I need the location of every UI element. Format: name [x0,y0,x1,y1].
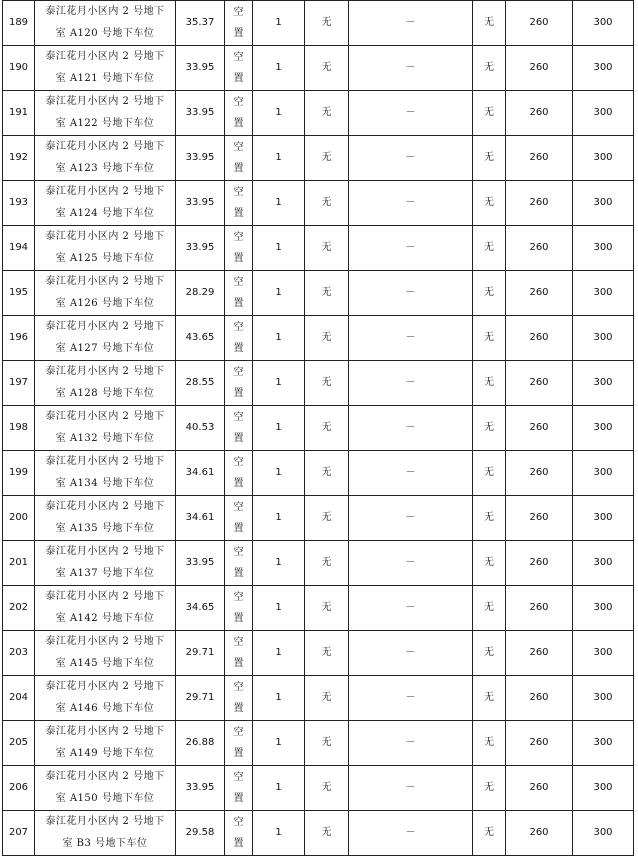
usage-line-2: 置 [233,568,244,579]
remark-cell: 无 [473,811,506,856]
usage-line-2: 置 [233,388,244,399]
encumbrance-cell: 无 [305,766,349,811]
remark-cell: 无 [473,136,506,181]
area-cell: 40.53 [176,406,225,451]
price-cell-1: 260 [506,181,573,226]
price-cell-1: 260 [506,496,573,541]
area-cell: 26.88 [176,721,225,766]
encumbrance-cell: 无 [305,586,349,631]
location-line-1: 泰江花月小区内 2 号地下 [45,96,165,107]
location-cell [35,811,176,856]
location-line-1: 泰江花月小区内 2 号地下 [45,636,165,647]
row-number: 206 [3,766,35,811]
usage-line-2: 置 [233,28,244,39]
quantity-cell: 1 [253,181,305,226]
price-cell-1: 260 [506,271,573,316]
location-line-1: 泰江花月小区内 2 号地下 [45,591,165,602]
usage-line-2: 置 [233,433,244,444]
encumbrance-cell: 无 [305,406,349,451]
table-row [3,721,634,766]
quantity-cell: 1 [253,361,305,406]
encumbrance-cell: 无 [305,451,349,496]
quantity-cell: 1 [253,271,305,316]
usage-line-1: 空 [233,592,244,603]
table-row [3,811,634,856]
table-row [3,541,634,586]
quantity-cell: 1 [253,496,305,541]
location-cell [35,586,176,631]
location-line-2: 室 A125 号地下车位 [55,253,155,264]
usage-line-1: 空 [233,502,244,513]
dash-cell: － [349,766,473,811]
dash-cell: － [349,451,473,496]
table-row [3,136,634,181]
usage-cell [225,586,253,631]
usage-cell [225,541,253,586]
price-cell-2: 300 [573,586,634,631]
location-cell [35,631,176,676]
dash-cell: － [349,136,473,181]
quantity-cell: 1 [253,766,305,811]
usage-line-1: 空 [233,727,244,738]
usage-line-1: 空 [233,277,244,288]
location-line-1: 泰江花月小区内 2 号地下 [45,456,165,467]
table-row [3,271,634,316]
quantity-cell: 1 [253,721,305,766]
remark-cell: 无 [473,316,506,361]
location-cell [35,766,176,811]
location-line-1: 泰江花月小区内 2 号地下 [45,816,165,827]
encumbrance-cell: 无 [305,136,349,181]
location-line-2: 室 A135 号地下车位 [55,523,155,534]
price-cell-1: 260 [506,406,573,451]
location-cell [35,46,176,91]
area-cell: 29.71 [176,631,225,676]
location-line-1: 泰江花月小区内 2 号地下 [45,231,165,242]
row-number: 190 [3,46,35,91]
location-line-2: 室 A149 号地下车位 [55,748,155,759]
location-line-2: 室 A122 号地下车位 [55,118,155,129]
usage-line-2: 置 [233,118,244,129]
area-cell: 28.29 [176,271,225,316]
location-cell [35,406,176,451]
encumbrance-cell: 无 [305,631,349,676]
usage-line-1: 空 [233,637,244,648]
encumbrance-cell: 无 [305,676,349,721]
remark-cell: 无 [473,271,506,316]
usage-line-2: 置 [233,838,244,849]
row-number: 200 [3,496,35,541]
location-line-1: 泰江花月小区内 2 号地下 [45,726,165,737]
row-number: 199 [3,451,35,496]
row-number: 189 [3,1,35,46]
price-cell-1: 260 [506,721,573,766]
dash-cell: － [349,721,473,766]
price-cell-2: 300 [573,46,634,91]
location-cell [35,226,176,271]
table-body [3,1,634,856]
area-cell: 33.95 [176,541,225,586]
location-cell [35,541,176,586]
price-cell-1: 260 [506,136,573,181]
quantity-cell: 1 [253,406,305,451]
encumbrance-cell: 无 [305,541,349,586]
dash-cell: － [349,271,473,316]
price-cell-2: 300 [573,316,634,361]
usage-line-1: 空 [233,322,244,333]
encumbrance-cell: 无 [305,496,349,541]
location-line-1: 泰江花月小区内 2 号地下 [45,141,165,152]
table-row [3,766,634,811]
location-cell [35,676,176,721]
location-line-1: 泰江花月小区内 2 号地下 [45,321,165,332]
table-row [3,316,634,361]
usage-cell [225,316,253,361]
remark-cell: 无 [473,676,506,721]
encumbrance-cell: 无 [305,46,349,91]
quantity-cell: 1 [253,541,305,586]
remark-cell: 无 [473,1,506,46]
location-cell [35,91,176,136]
usage-line-2: 置 [233,298,244,309]
area-cell: 29.58 [176,811,225,856]
location-cell [35,271,176,316]
location-line-1: 泰江花月小区内 2 号地下 [45,411,165,422]
location-line-2: 室 A121 号地下车位 [55,73,155,84]
price-cell-1: 260 [506,1,573,46]
location-cell [35,451,176,496]
location-line-1: 泰江花月小区内 2 号地下 [45,771,165,782]
table-row [3,406,634,451]
price-cell-1: 260 [506,361,573,406]
price-cell-2: 300 [573,676,634,721]
location-line-1: 泰江花月小区内 2 号地下 [45,6,165,17]
area-cell: 43.65 [176,316,225,361]
usage-line-1: 空 [233,52,244,63]
usage-line-1: 空 [233,142,244,153]
usage-cell [225,136,253,181]
row-number: 197 [3,361,35,406]
remark-cell: 无 [473,586,506,631]
usage-cell [225,406,253,451]
area-cell: 33.95 [176,226,225,271]
location-line-1: 泰江花月小区内 2 号地下 [45,366,165,377]
row-number: 201 [3,541,35,586]
remark-cell: 无 [473,631,506,676]
usage-cell [225,226,253,271]
location-line-2: 室 A150 号地下车位 [55,793,155,804]
row-number: 202 [3,586,35,631]
price-cell-1: 260 [506,766,573,811]
row-number: 204 [3,676,35,721]
usage-line-2: 置 [233,658,244,669]
row-number: 194 [3,226,35,271]
dash-cell: － [349,811,473,856]
dash-cell: － [349,226,473,271]
location-line-2: 室 A142 号地下车位 [55,613,155,624]
row-number: 192 [3,136,35,181]
encumbrance-cell: 无 [305,316,349,361]
price-cell-2: 300 [573,271,634,316]
row-number: 203 [3,631,35,676]
table-row [3,46,634,91]
table-row [3,91,634,136]
usage-line-2: 置 [233,253,244,264]
area-cell: 34.65 [176,586,225,631]
usage-line-2: 置 [233,793,244,804]
usage-cell [225,181,253,226]
location-cell [35,721,176,766]
usage-cell [225,46,253,91]
remark-cell: 无 [473,406,506,451]
usage-line-2: 置 [233,208,244,219]
price-cell-2: 300 [573,91,634,136]
table-row [3,586,634,631]
row-number: 207 [3,811,35,856]
encumbrance-cell: 无 [305,811,349,856]
table-row [3,1,634,46]
location-cell [35,1,176,46]
dash-cell: － [349,316,473,361]
usage-cell [225,496,253,541]
quantity-cell: 1 [253,631,305,676]
remark-cell: 无 [473,46,506,91]
price-cell-2: 300 [573,226,634,271]
price-cell-2: 300 [573,136,634,181]
price-cell-2: 300 [573,721,634,766]
remark-cell: 无 [473,226,506,271]
usage-line-1: 空 [233,97,244,108]
row-number: 198 [3,406,35,451]
price-cell-1: 260 [506,451,573,496]
quantity-cell: 1 [253,91,305,136]
price-cell-1: 260 [506,226,573,271]
remark-cell: 无 [473,91,506,136]
table-row [3,676,634,721]
remark-cell: 无 [473,541,506,586]
usage-line-1: 空 [233,232,244,243]
price-cell-2: 300 [573,541,634,586]
usage-cell [225,631,253,676]
dash-cell: － [349,541,473,586]
encumbrance-cell: 无 [305,226,349,271]
dash-cell: － [349,181,473,226]
dash-cell: － [349,631,473,676]
usage-cell [225,766,253,811]
remark-cell: 无 [473,451,506,496]
location-line-1: 泰江花月小区内 2 号地下 [45,501,165,512]
area-cell: 33.95 [176,766,225,811]
location-cell [35,316,176,361]
table-row [3,496,634,541]
dash-cell: － [349,406,473,451]
price-cell-2: 300 [573,766,634,811]
price-cell-1: 260 [506,586,573,631]
dash-cell: － [349,46,473,91]
table-row [3,631,634,676]
price-cell-2: 300 [573,631,634,676]
usage-line-1: 空 [233,7,244,18]
quantity-cell: 1 [253,676,305,721]
location-line-2: 室 A134 号地下车位 [55,478,155,489]
price-cell-2: 300 [573,361,634,406]
encumbrance-cell: 无 [305,91,349,136]
remark-cell: 无 [473,766,506,811]
encumbrance-cell: 无 [305,271,349,316]
quantity-cell: 1 [253,1,305,46]
dash-cell: － [349,496,473,541]
quantity-cell: 1 [253,586,305,631]
usage-cell [225,451,253,496]
location-line-2: 室 B3 号地下车位 [62,838,148,849]
usage-line-1: 空 [233,367,244,378]
dash-cell: － [349,676,473,721]
location-cell [35,361,176,406]
usage-line-1: 空 [233,187,244,198]
usage-cell [225,721,253,766]
usage-cell [225,1,253,46]
usage-line-2: 置 [233,703,244,714]
location-line-2: 室 A145 号地下车位 [55,658,155,669]
location-line-1: 泰江花月小区内 2 号地下 [45,546,165,557]
usage-line-1: 空 [233,817,244,828]
encumbrance-cell: 无 [305,181,349,226]
price-cell-2: 300 [573,811,634,856]
usage-line-2: 置 [233,343,244,354]
price-cell-1: 260 [506,46,573,91]
location-cell [35,136,176,181]
remark-cell: 无 [473,496,506,541]
quantity-cell: 1 [253,46,305,91]
row-number: 191 [3,91,35,136]
encumbrance-cell: 无 [305,361,349,406]
quantity-cell: 1 [253,811,305,856]
dash-cell: － [349,1,473,46]
dash-cell: － [349,361,473,406]
usage-line-1: 空 [233,457,244,468]
quantity-cell: 1 [253,451,305,496]
area-cell: 28.55 [176,361,225,406]
location-line-1: 泰江花月小区内 2 号地下 [45,51,165,62]
area-cell: 29.71 [176,676,225,721]
usage-cell [225,271,253,316]
price-cell-2: 300 [573,496,634,541]
usage-line-2: 置 [233,613,244,624]
table-row [3,361,634,406]
encumbrance-cell: 无 [305,721,349,766]
area-cell: 34.61 [176,451,225,496]
dash-cell: － [349,91,473,136]
parking-space-table [2,0,634,856]
price-cell-2: 300 [573,1,634,46]
area-cell: 33.95 [176,181,225,226]
table-row [3,451,634,496]
table-row [3,181,634,226]
location-line-2: 室 A126 号地下车位 [55,298,155,309]
usage-line-1: 空 [233,412,244,423]
table-row [3,226,634,271]
price-cell-1: 260 [506,91,573,136]
usage-cell [225,91,253,136]
location-line-2: 室 A123 号地下车位 [55,163,155,174]
row-number: 205 [3,721,35,766]
area-cell: 33.95 [176,136,225,181]
usage-line-1: 空 [233,547,244,558]
location-line-1: 泰江花月小区内 2 号地下 [45,276,165,287]
row-number: 195 [3,271,35,316]
price-cell-1: 260 [506,676,573,721]
usage-line-2: 置 [233,523,244,534]
usage-line-2: 置 [233,478,244,489]
price-cell-2: 300 [573,406,634,451]
location-line-2: 室 A120 号地下车位 [55,28,155,39]
price-cell-1: 260 [506,541,573,586]
price-cell-1: 260 [506,811,573,856]
usage-line-1: 空 [233,772,244,783]
price-cell-1: 260 [506,631,573,676]
price-cell-1: 260 [506,316,573,361]
area-cell: 34.61 [176,496,225,541]
location-line-2: 室 A127 号地下车位 [55,343,155,354]
remark-cell: 无 [473,361,506,406]
quantity-cell: 1 [253,316,305,361]
area-cell: 33.95 [176,91,225,136]
location-line-1: 泰江花月小区内 2 号地下 [45,186,165,197]
usage-line-1: 空 [233,682,244,693]
row-number: 196 [3,316,35,361]
location-cell [35,181,176,226]
usage-cell [225,361,253,406]
location-line-2: 室 A124 号地下车位 [55,208,155,219]
quantity-cell: 1 [253,136,305,181]
price-cell-2: 300 [573,451,634,496]
location-line-2: 室 A146 号地下车位 [55,703,155,714]
location-line-2: 室 A128 号地下车位 [55,388,155,399]
quantity-cell: 1 [253,226,305,271]
price-cell-2: 300 [573,181,634,226]
area-cell: 33.95 [176,46,225,91]
row-number: 193 [3,181,35,226]
encumbrance-cell: 无 [305,1,349,46]
usage-line-2: 置 [233,748,244,759]
location-line-2: 室 A132 号地下车位 [55,433,155,444]
area-cell: 35.37 [176,1,225,46]
location-line-1: 泰江花月小区内 2 号地下 [45,681,165,692]
dash-cell: － [349,586,473,631]
usage-cell [225,676,253,721]
usage-line-2: 置 [233,73,244,84]
usage-cell [225,811,253,856]
usage-line-2: 置 [233,163,244,174]
remark-cell: 无 [473,181,506,226]
location-cell [35,496,176,541]
remark-cell: 无 [473,721,506,766]
location-line-2: 室 A137 号地下车位 [55,568,155,579]
